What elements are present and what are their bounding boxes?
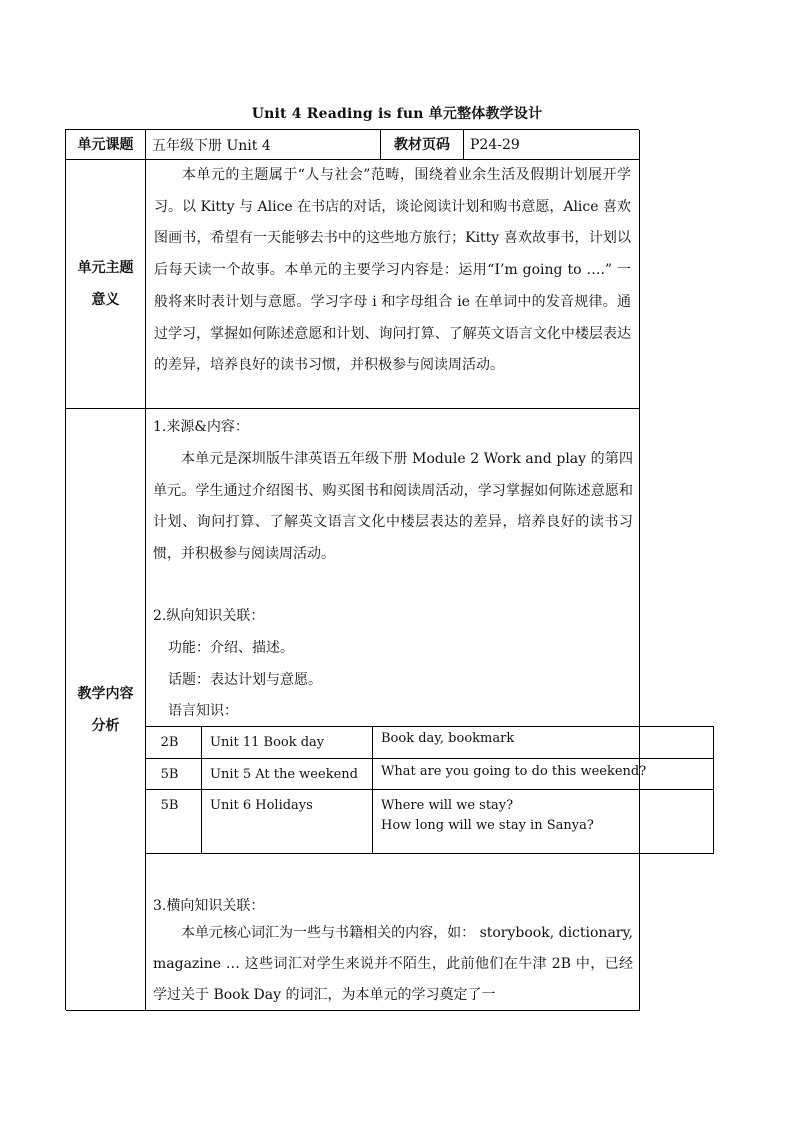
theme-label-line2: 意义 [91, 292, 120, 308]
textbook-page-value: P24-29 [464, 130, 640, 160]
table-row-content: Book day, bookmark [373, 727, 640, 759]
textbook-page-label: 教材页码 [381, 130, 464, 160]
theme-content [146, 160, 640, 409]
content-line1: Where will we stay? [381, 798, 514, 813]
language-text: 语言知识： [168, 703, 238, 719]
analysis-label-line1: 教学内容 [77, 685, 134, 702]
table-row-unit: Unit 6 Holidays [202, 790, 373, 854]
analysis-label-line2: 分析 [91, 717, 120, 734]
unit-topic-value: 五年级下册 Unit 4 [146, 130, 381, 160]
horizontal-text: 本单元核心词汇为一些与书籍相关的内容，如： storybook, dictionary, magazine … 这些词汇对学生来说并不陌生，此前他们在牛津 2B 中，已经学过关于 Book Day 的词汇，为本单元的学习奠定了一 [153, 925, 633, 1003]
table-row-unit: Unit 11 Book day [202, 727, 373, 759]
analysis-label [66, 409, 146, 1011]
horizontal-heading: 3.横向知识关联： [153, 898, 265, 914]
source-text: 本单元是深圳版牛津英语五年级下册 Module 2 Work and play 的第四单元。学生通过介绍图书、购买图书和阅读周活动，学习掌握如何陈述意愿和计划、询问打算、了解英文语言文化中楼层表达的差异，培养良好的读书习惯，并积极参与阅读周活动。 [153, 451, 633, 563]
function-text: 功能：介绍、描述。 [168, 640, 294, 656]
table-row-extra [640, 727, 714, 759]
source-heading: 1.来源&内容： [153, 419, 249, 435]
table-row-grade: 5B [146, 759, 202, 790]
table-row-grade: 2B [146, 727, 202, 759]
analysis-content [146, 409, 640, 1011]
topic-text: 话题：表达计划与意愿。 [168, 672, 322, 688]
table-row-unit: Unit 5 At the weekend [202, 759, 373, 790]
knowledge-table [145, 726, 714, 854]
theme-text: 本单元的主题属于“人与社会”范畴，围绕着业余生活及假期计划展开学习。以 Kitty 与 Alice 在书店的对话，谈论阅读计划和购书意愿，Alice 喜欢图画书，希望有一天能够去书中的这些地方旅行；Kitty 喜欢故事书，计划以后每天读一个故事。本单元的主要学习内容是：运用“I’m going to ….” 一般将来时表计划与意愿。学习字母 i 和字母组合 ie 在单词中的发音规律。通过学习，掌握如何陈述意愿和计划、询问打算、了解英文语言文化中楼层表达的差异，培养良好的读书习惯，并积极参与阅读周活动。 [154, 167, 631, 374]
lesson-design-table [65, 129, 639, 1010]
table-row-extra [640, 759, 714, 790]
table-row-grade: 5B [146, 790, 202, 854]
content-line2: How long will we stay in Sanya? [381, 818, 594, 833]
table-row-content: What are you going to do this weekend? [373, 759, 640, 790]
vertical-heading: 2.纵向知识关联： [153, 608, 265, 624]
unit-topic-label: 单元课题 [66, 130, 146, 160]
theme-label-line1: 单元主题 [77, 260, 134, 276]
theme-label [66, 160, 146, 409]
table-row-content [373, 790, 714, 854]
document-title: Unit 4 Reading is fun 单元整体教学设计 [251, 106, 543, 122]
